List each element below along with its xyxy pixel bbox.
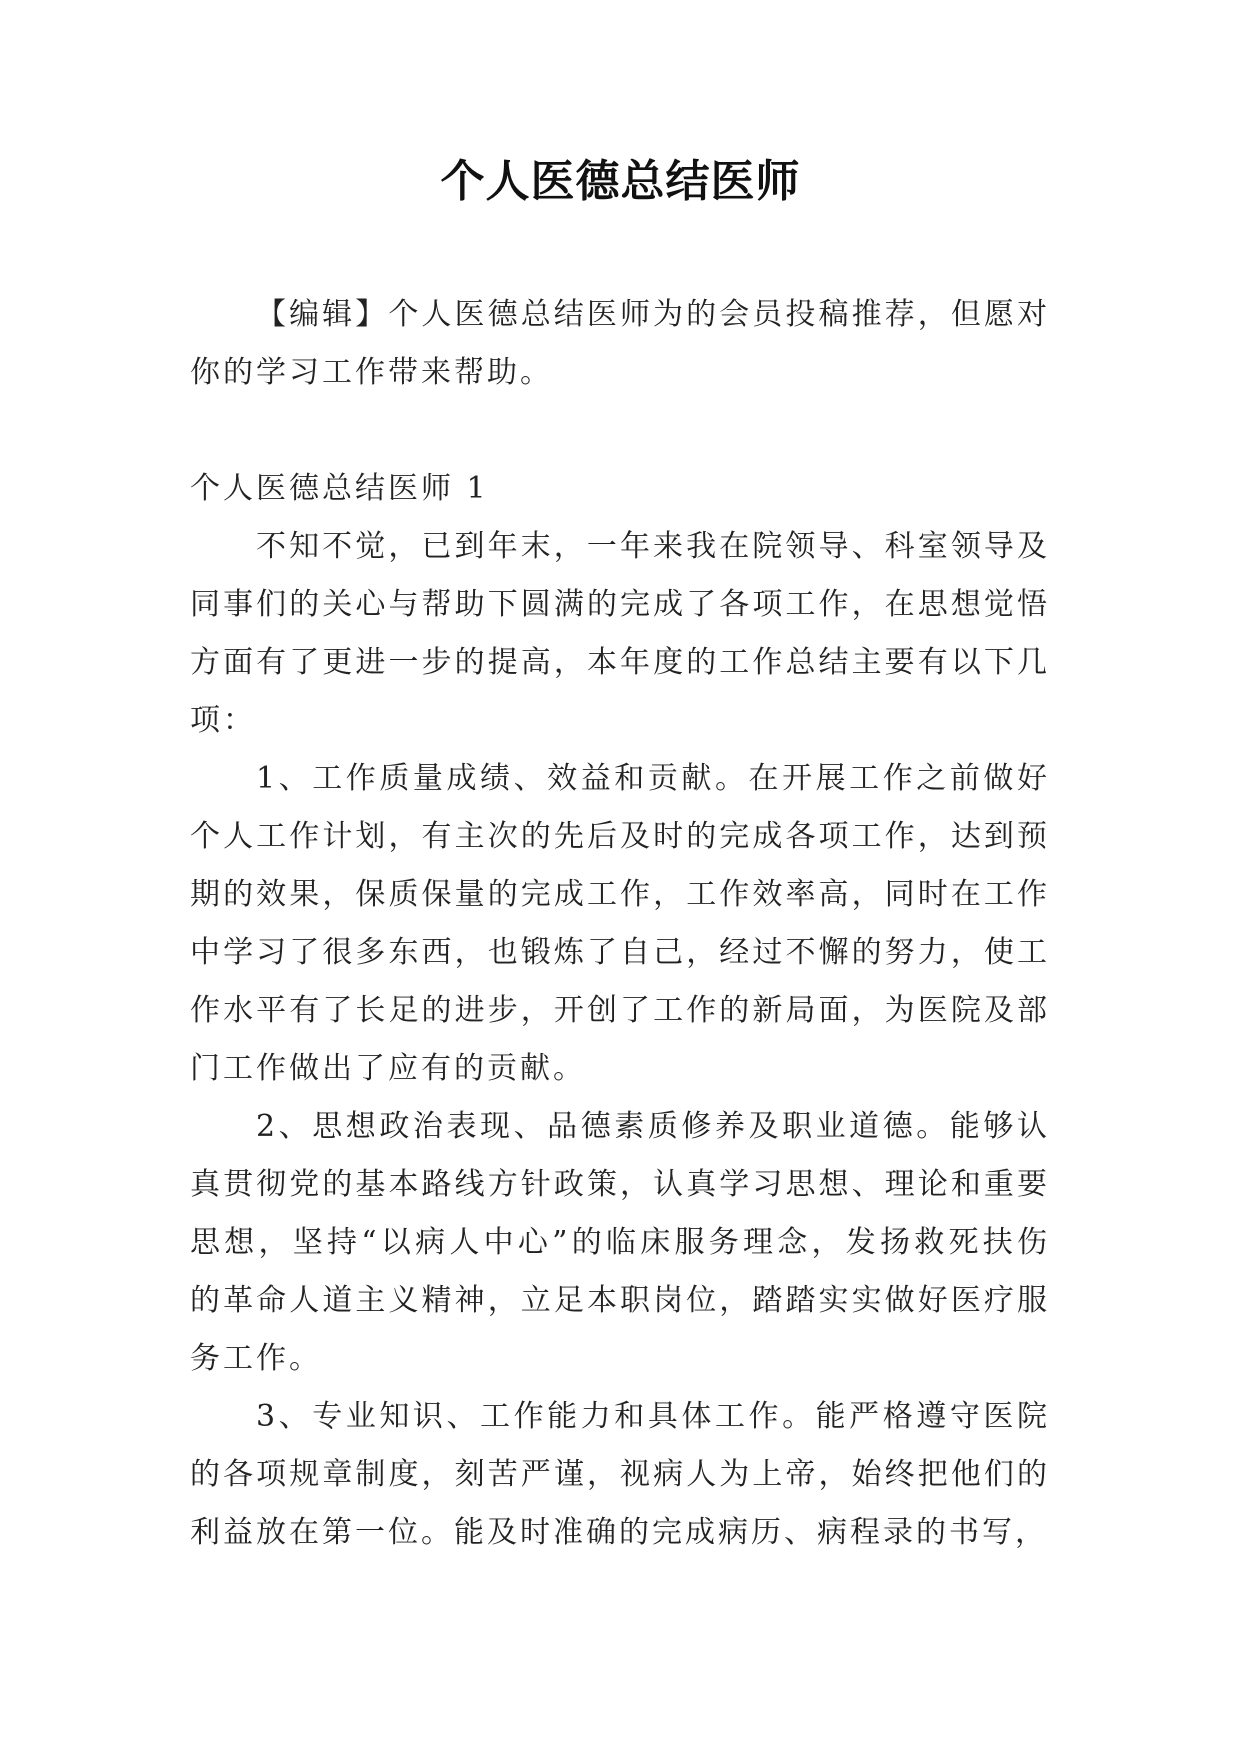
body-paragraph-3: 2、思想政治表现、品德素质修养及职业道德。能够认真贯彻党的基本路线方针政策，认真学习思想、理论和重要思想，坚持“以病人中心”的临床服务理念，发扬救死扶伤的革命人道主义精神，立足本职岗位，踏踏实实做好医疗服务工作。	[190, 1109, 1050, 1376]
body-paragraph-4: 3、专业知识、工作能力和具体工作。能严格遵守医院的各项规章制度，刻苦严谨，视病人为上帝，始终把他们的利益放在第一位。能及时准确的完成病历、病程录的书写，	[190, 1399, 1050, 1550]
body-paragraph-1: 不知不觉，已到年末，一年来我在院领导、科室领导及同事们的关心与帮助下圆满的完成了各项工作，在思想觉悟方面有了更进一步的提高，本年度的工作总结主要有以下几项：	[190, 529, 1050, 738]
document-body	[190, 286, 1050, 1562]
body-paragraph-2: 1、工作质量成绩、效益和贡献。在开展工作之前做好个人工作计划，有主次的先后及时的完成各项工作，达到预期的效果，保质保量的完成工作，工作效率高，同时在工作中学习了很多东西，也锻炼了自己，经过不懈的努力，使工作水平有了长足的进步，开创了工作的新局面，为医院及部门工作做出了应有的贡献。	[190, 761, 1050, 1086]
document-title: 个人医德总结医师	[440, 156, 801, 207]
paragraph-spacer	[190, 402, 1050, 460]
intro-paragraph: 【编辑】个人医德总结医师为的会员投稿推荐，但愿对你的学习工作带来帮助。	[190, 297, 1050, 390]
section-heading: 个人医德总结医师 1	[190, 471, 489, 506]
